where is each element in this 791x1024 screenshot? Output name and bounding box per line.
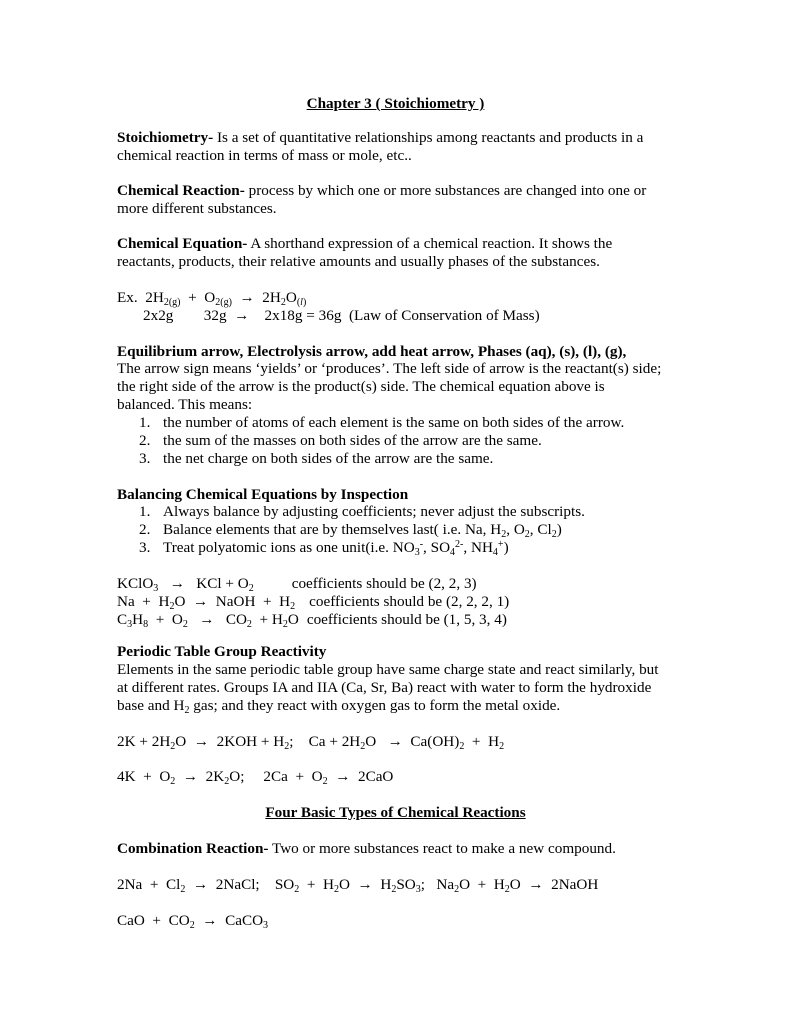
list-item: 2. the sum of the masses on both sides of the arrow are the same.: [139, 432, 542, 449]
four-types-heading: Four Basic Types of Chemical Reactions: [265, 804, 526, 821]
periodic-paragraph-1: Elements in the same periodic table group have same charge state and react similarly, but: [117, 661, 659, 678]
equation-propane: $C_3H_8 + O_2 \to CO_2 + H_2O$ coefficients should be (1, 5, 3, 4): [117, 611, 507, 630]
list-item: 3. Treat polyatomic ions as one unit(i.e. $NO_3^-$, $SO_4^{2-}$, $NH_4^+$): [139, 539, 509, 558]
equation-group-2: $4K + O_2 \to 2K_2O$; $2Ca + O_2 \to 2CaO$: [117, 768, 394, 787]
definition-combination: Combination Reaction- Two or more substances react to make a new compound.: [117, 840, 616, 857]
definition-chemical-reaction-cont: more different substances.: [117, 200, 277, 217]
equation-na-water: $Na + H_2O$ → NaOH + $H_2$ coefficients should be (2, 2, 2, 1): [117, 593, 510, 612]
list-item: 1. Always balance by adjusting coefficients; never adjust the subscripts.: [139, 503, 585, 520]
equation-combination-1: $2Na + Cl_2$ → 2NaCl; $SO_2 + H_2O \to H_2SO_3$; $Na_2O + H_2O$ → 2NaOH: [117, 876, 599, 895]
definition-stoichiometry-cont: chemical reaction in terms of mass or mole, etc..: [117, 147, 412, 164]
list-item: 1. the number of atoms of each element is the same on both sides of the arrow.: [139, 414, 625, 431]
list-item: 2. Balance elements that are by themselves last( i.e. Na, $H_2$, $O_2$, $Cl_2$): [139, 521, 562, 540]
definition-chemical-reaction: Chemical Reaction- process by which one or more substances are changed into one or: [117, 182, 647, 199]
definition-chemical-equation: Chemical Equation- A shorthand expression of a chemical reaction. It shows the: [117, 235, 613, 252]
equation-kclo3: KClO$_3$ → KCl + $O_2$ coefficients should be (2, 2, 3): [117, 575, 477, 594]
definition-stoichiometry: Stoichiometry- Is a set of quantitative relationships among reactants and products in a: [117, 129, 644, 146]
equation-combination-2: CaO + $CO_2$ → CaCO$_3$: [117, 912, 269, 931]
equilibrium-paragraph-2: the right side of the arrow is the product(s) side. The chemical equation above is: [117, 378, 605, 395]
equilibrium-paragraph-1: The arrow sign means ‘yields’ or ‘produces’. The left side of arrow is the reactant(s) side;: [117, 360, 662, 377]
example-equation: Ex. $2H_{2(g)} + O_{2(g)} \to 2H_2O_{(l)}$: [117, 289, 307, 308]
equilibrium-paragraph-3: balanced. This means:: [117, 396, 253, 413]
example-masses: 2x2g 32g → 2x18g = 36g (Law of Conservation of Mass): [143, 307, 540, 324]
equation-group-1: $2K + 2H_2O \to 2KOH + H_2$; $Ca + 2H_2O \to Ca(OH)_2 + H_2$: [117, 733, 505, 752]
periodic-heading: Periodic Table Group Reactivity: [117, 643, 327, 660]
periodic-paragraph-2: at different rates. Groups IA and IIA (Ca, Sr, Ba) react with water to form the hydroxide: [117, 679, 652, 696]
definition-chemical-equation-cont: reactants, products, their relative amounts and usually phases of the substances.: [117, 253, 600, 270]
balancing-heading: Balancing Chemical Equations by Inspection: [117, 486, 409, 503]
periodic-paragraph-3: base and $H_2$ gas; and they react with oxygen gas to form the metal oxide.: [117, 697, 561, 716]
page-title: Chapter 3 ( Stoichiometry ): [306, 95, 485, 112]
list-item: 3. the net charge on both sides of the arrow are the same.: [139, 450, 494, 467]
equilibrium-heading: Equilibrium arrow, Electrolysis arrow, add heat arrow, Phases (aq), (s), (l), (g),: [117, 343, 627, 360]
